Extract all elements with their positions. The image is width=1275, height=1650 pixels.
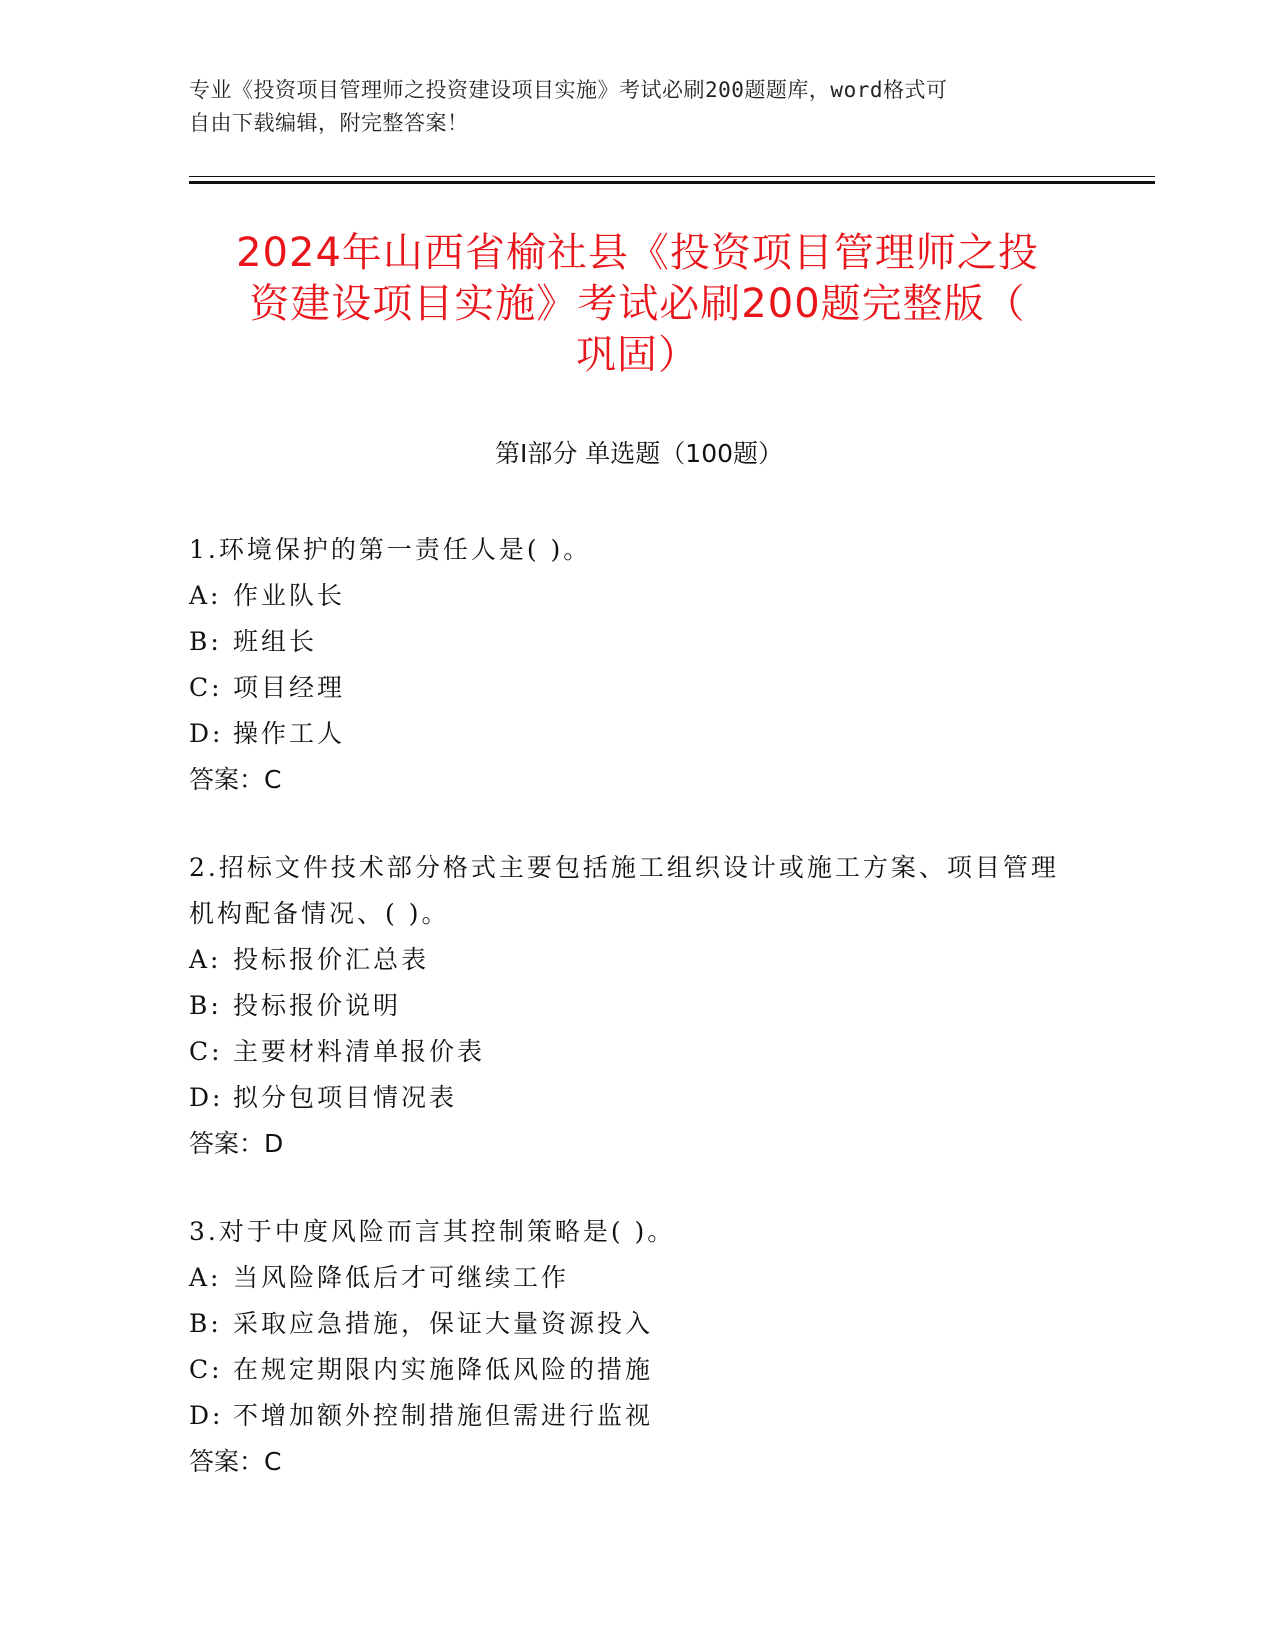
option-text: 拟分包项目情况表 xyxy=(233,1083,458,1112)
question-2 xyxy=(189,845,1069,1167)
option-d xyxy=(189,711,1069,757)
question-list xyxy=(189,527,1069,1527)
option-c xyxy=(189,1347,1069,1393)
option-text: 项目经理 xyxy=(233,673,346,702)
answer-line: 答案：C xyxy=(189,765,282,794)
option-letter: C: xyxy=(189,1037,223,1066)
option-b xyxy=(189,1301,1069,1347)
header-divider-thin xyxy=(189,176,1155,177)
option-b xyxy=(189,983,1069,1029)
option-letter: C: xyxy=(189,1355,223,1384)
option-a xyxy=(189,573,1069,619)
document-title xyxy=(180,228,1095,381)
option-d xyxy=(189,1393,1069,1439)
option-c xyxy=(189,1029,1069,1075)
question-1 xyxy=(189,527,1069,803)
option-c xyxy=(189,665,1069,711)
option-letter: A: xyxy=(189,945,222,974)
intro-line-1: 专业《投资项目管理师之投资建设项目实施》考试必刷200题题库，word格式可 xyxy=(189,78,948,102)
option-text: 主要材料清单报价表 xyxy=(233,1037,486,1066)
option-text: 班组长 xyxy=(233,627,318,656)
option-text: 操作工人 xyxy=(233,719,346,748)
title-line-3: 巩固） xyxy=(576,332,699,378)
option-text: 采取应急措施，保证大量资源投入 xyxy=(233,1309,654,1338)
option-letter: D: xyxy=(189,719,224,748)
option-text: 投标报价汇总表 xyxy=(233,945,430,974)
option-text: 在规定期限内实施降低风险的措施 xyxy=(233,1355,654,1384)
title-line-2: 资建设项目实施》考试必刷200题完整版（ xyxy=(249,281,1026,327)
option-letter: A: xyxy=(189,1263,222,1292)
option-letter: C: xyxy=(189,673,223,702)
option-a xyxy=(189,1255,1069,1301)
option-letter: B: xyxy=(189,991,222,1020)
question-stem: 3.对于中度风险而言其控制策略是( )。 xyxy=(189,1217,676,1246)
question-stem: 1.环境保护的第一责任人是( )。 xyxy=(189,535,592,564)
option-b xyxy=(189,619,1069,665)
option-d xyxy=(189,1075,1069,1121)
option-text: 不增加额外控制措施但需进行监视 xyxy=(233,1401,654,1430)
question-3 xyxy=(189,1209,1069,1485)
option-letter: A: xyxy=(189,581,222,610)
option-text: 投标报价说明 xyxy=(233,991,402,1020)
option-letter: B: xyxy=(189,627,222,656)
option-letter: D: xyxy=(189,1401,224,1430)
option-a xyxy=(189,937,1069,983)
title-line-1: 2024年山西省榆社县《投资项目管理师之投 xyxy=(236,230,1039,276)
answer-line: 答案：D xyxy=(189,1129,284,1158)
option-text: 作业队长 xyxy=(233,581,346,610)
answer-line: 答案：C xyxy=(189,1447,282,1476)
option-text: 当风险降低后才可继续工作 xyxy=(233,1263,570,1292)
document-intro xyxy=(189,74,1069,140)
question-stem: 2.招标文件技术部分格式主要包括施工组织设计或施工方案、项目管理机构配备情况、( )。 xyxy=(189,853,1059,928)
option-letter: B: xyxy=(189,1309,222,1338)
option-letter: D: xyxy=(189,1083,224,1112)
section-heading: 第Ⅰ部分 单选题（100题） xyxy=(494,439,784,468)
intro-line-2: 自由下载编辑，附完整答案！ xyxy=(189,111,469,135)
header-divider-thick xyxy=(189,181,1155,184)
